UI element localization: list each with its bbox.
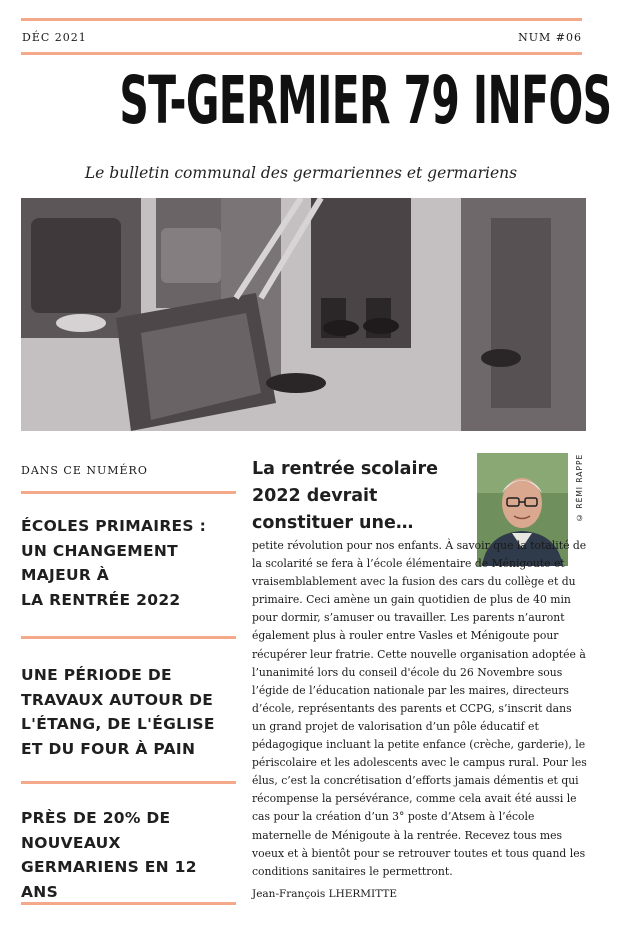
- toc-heading: DANS CE NUMÉRO: [21, 464, 148, 477]
- article-signature: Jean-François LHERMITTE: [252, 888, 398, 900]
- hero-photo: [21, 198, 586, 431]
- issue-number: NUM #06: [518, 31, 582, 44]
- toc-item-germariens: PRÈS DE 20% DE NOUVEAUX GERMARIENS EN 12 ANS: [21, 809, 197, 901]
- toc-divider: [21, 491, 236, 494]
- issue-date: DÉC 2021: [22, 31, 87, 44]
- masthead-title: ST-GERMIER 79 INFOS: [119, 62, 612, 139]
- article-body: [252, 537, 588, 881]
- toc-item-travaux: UNE PÉRIODE DE TRAVAUX AUTOUR DE L'ÉTANG, DE L'ÉGLISE ET DU FOUR À PAIN: [21, 666, 215, 758]
- article-title: La rentrée scolaire 2022 devrait constituer une…: [252, 459, 438, 533]
- toc-divider: [21, 636, 236, 639]
- header-rule: [21, 52, 582, 55]
- toc-item-ecoles: ÉCOLES PRIMAIRES : UN CHANGEMENT MAJEUR À LA RENTRÉE 2022: [21, 517, 207, 609]
- article-body-text: petite révolution pour nos enfants. À savoir que la totalité de la scolarité se fera à l’école élémentaire de Ménigoute et vraisemblablement avec la fusion des cars du collège et du primaire. Ceci amène un gain quotidien de plus de 40 min pour dormir, s’amuser ou travailler. Les parents n’auront également plus à rouler entre Vasles et Ménigoute pour récupérer leur fratrie. Cette nouvelle organisation adoptée à l’unanimité lors du conseil d'école du 26 Novembre sous l’égide de l’éducation nationale par les maires, directeurs d’école, représentants des parents et CCPG, s’inscrit dans un grand projet de valorisation d’un pôle éducatif et pédagogique incluant la petite enfance (crèche, garderie), le périscolaire et les adolescents avec le campus rural. Pour les élus, c’est la concrétisation d’efforts jamais démentis et qui récompense la persévérance, comme cela avait été aussi le cas pour la création d’un 3° poste d’Atsem à l’école maternelle de Ménigoute à la rentrée. Recevez tous mes voeux et à bientôt pour se retrouver toutes et tous quand les conditions sanitaires le permettront.: [252, 539, 587, 878]
- hero-photo-illustration: [21, 198, 586, 431]
- masthead-subtitle: Le bulletin communal des germariennes et germariens: [84, 164, 518, 182]
- photo-credit: © RÉMI RAPPE: [575, 453, 584, 522]
- toc-divider: [21, 781, 236, 784]
- top-rule: [21, 18, 582, 21]
- toc-divider: [21, 902, 236, 905]
